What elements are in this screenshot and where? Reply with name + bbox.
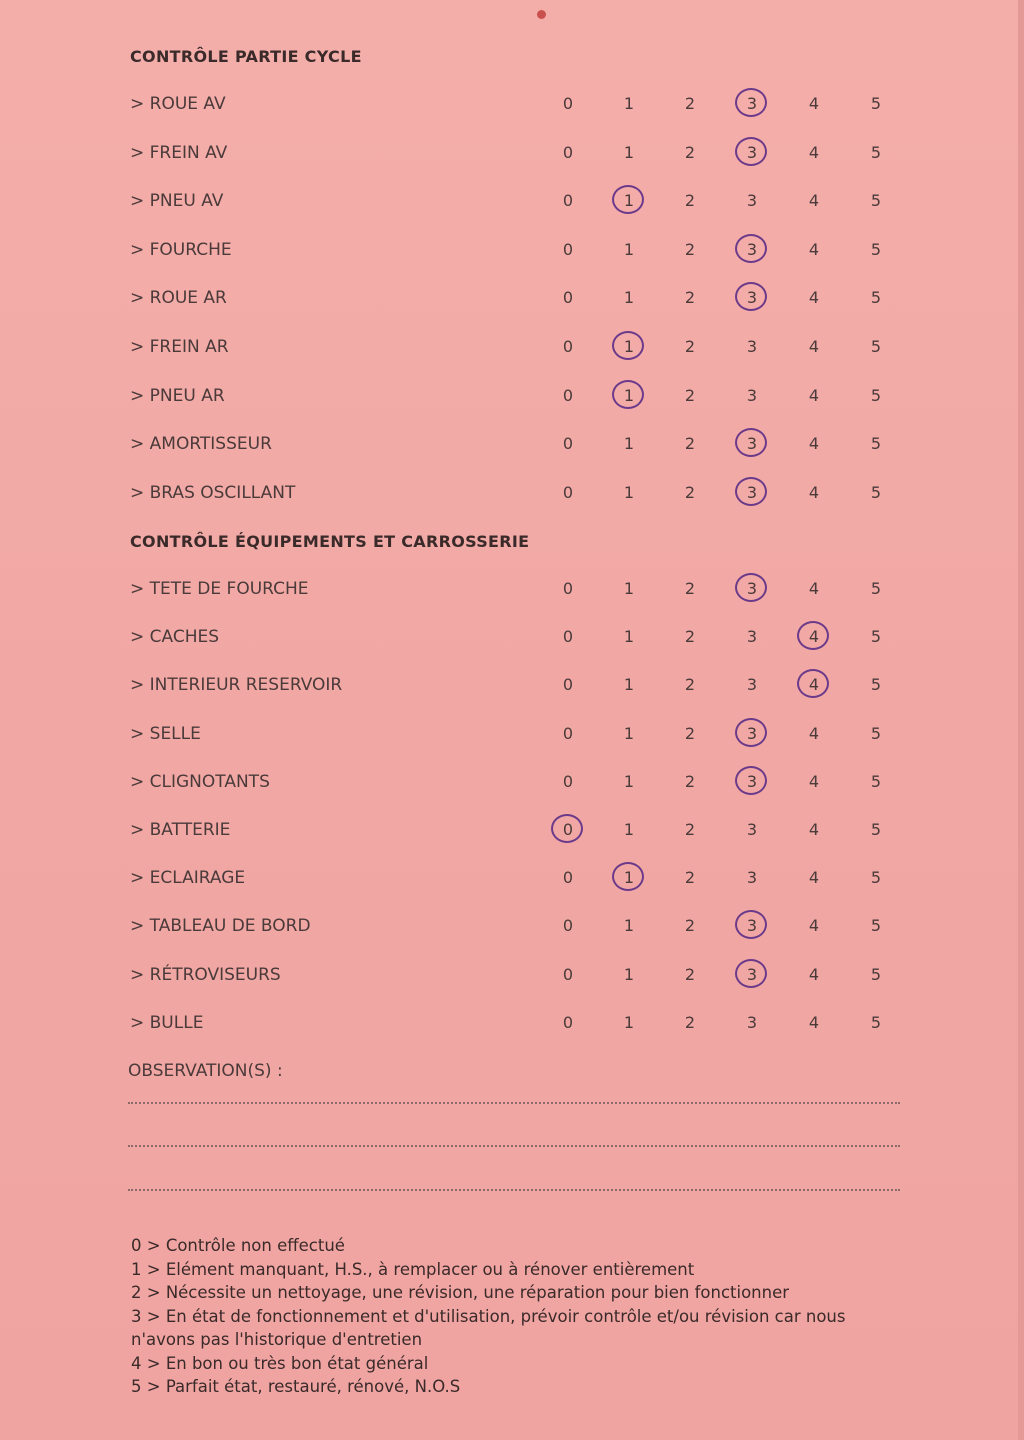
score-option[interactable]: 5 bbox=[870, 142, 882, 162]
score-option[interactable]: 5 bbox=[870, 239, 882, 259]
score-option[interactable]: 5 bbox=[870, 1012, 882, 1032]
score-option-selected[interactable]: 1 bbox=[614, 386, 644, 405]
score-option[interactable]: 1 bbox=[623, 771, 635, 791]
score-option[interactable]: 3 bbox=[746, 627, 758, 647]
score-option[interactable]: 2 bbox=[684, 868, 696, 888]
score-option[interactable]: 1 bbox=[623, 239, 635, 259]
rating-row-label: > CLIGNOTANTS bbox=[130, 771, 270, 792]
score-option-selected[interactable]: 0 bbox=[553, 820, 583, 839]
paper-edge bbox=[1018, 0, 1024, 1440]
score-option[interactable]: 2 bbox=[684, 964, 696, 984]
legend-line: n'avons pas l'historique d'entretien bbox=[131, 1330, 423, 1349]
rating-row-label: > FOURCHE bbox=[130, 239, 232, 260]
score-option-selected[interactable]: 3 bbox=[737, 483, 767, 502]
score-option[interactable]: 5 bbox=[870, 820, 882, 839]
rating-row-label: > ROUE AV bbox=[130, 94, 226, 114]
legend-line: 1 > Elément manquant, H.S., à remplacer ou à rénover entièrement bbox=[131, 1259, 695, 1279]
score-option[interactable]: 2 bbox=[684, 288, 696, 308]
score-option[interactable]: 0 bbox=[562, 579, 574, 598]
legend-line: 3 > En état de fonctionnement et d'utilisation, prévoir contrôle et/ou révision car nous bbox=[131, 1306, 846, 1326]
score-option[interactable]: 4 bbox=[808, 239, 820, 259]
rating-row-label: > TETE DE FOURCHE bbox=[130, 579, 309, 599]
observation-line-3[interactable] bbox=[128, 1189, 900, 1191]
score-option[interactable]: 0 bbox=[562, 142, 574, 162]
section-title-cycle: CONTRÔLE PARTIE CYCLE bbox=[130, 47, 362, 66]
score-option[interactable]: 5 bbox=[870, 771, 882, 791]
rating-row-label: > SELLE bbox=[130, 723, 201, 744]
score-option[interactable]: 4 bbox=[808, 964, 820, 984]
score-option[interactable]: 1 bbox=[623, 964, 635, 984]
score-option[interactable]: 3 bbox=[746, 385, 758, 405]
rating-row bbox=[130, 240, 900, 266]
score-option[interactable]: 0 bbox=[562, 964, 574, 984]
score-option[interactable]: 0 bbox=[562, 337, 574, 356]
score-option[interactable]: 0 bbox=[562, 1012, 574, 1032]
rating-row bbox=[130, 724, 900, 750]
observation-line-2[interactable] bbox=[128, 1145, 900, 1147]
score-option[interactable]: 5 bbox=[870, 579, 882, 598]
score-option[interactable]: 0 bbox=[562, 288, 574, 308]
score-option[interactable]: 2 bbox=[684, 142, 696, 162]
score-option-selected[interactable]: 3 bbox=[737, 288, 767, 307]
observations-label: OBSERVATION(S) : bbox=[128, 1061, 283, 1081]
score-option[interactable]: 4 bbox=[808, 142, 820, 162]
score-option[interactable]: 2 bbox=[684, 579, 696, 598]
rating-row bbox=[130, 772, 900, 798]
score-option[interactable]: 1 bbox=[623, 434, 635, 454]
score-option-selected[interactable]: 3 bbox=[737, 965, 767, 984]
score-option-selected[interactable]: 3 bbox=[737, 94, 767, 113]
score-option[interactable]: 2 bbox=[684, 916, 696, 936]
score-option[interactable]: 1 bbox=[623, 579, 635, 598]
rating-row-label: > TABLEAU DE BORD bbox=[130, 916, 311, 937]
score-option[interactable]: 0 bbox=[562, 239, 574, 259]
rating-row-label: > BRAS OSCILLANT bbox=[130, 482, 296, 503]
score-option[interactable]: 1 bbox=[623, 94, 635, 113]
score-option[interactable]: 4 bbox=[808, 771, 820, 791]
score-option[interactable]: 1 bbox=[623, 482, 635, 502]
rating-row bbox=[130, 820, 900, 846]
score-option[interactable]: 5 bbox=[870, 964, 882, 984]
score-option[interactable]: 4 bbox=[808, 916, 820, 936]
score-option[interactable]: 4 bbox=[808, 191, 820, 211]
score-option-selected[interactable]: 3 bbox=[737, 724, 767, 743]
score-option[interactable]: 0 bbox=[562, 434, 574, 454]
score-option[interactable]: 4 bbox=[808, 385, 820, 405]
legend bbox=[131, 1234, 901, 1399]
rating-row-label: > AMORTISSEUR bbox=[130, 434, 272, 455]
score-option[interactable]: 4 bbox=[808, 820, 820, 839]
score-option[interactable]: 5 bbox=[870, 191, 882, 211]
score-option[interactable]: 2 bbox=[684, 239, 696, 259]
score-option[interactable]: 1 bbox=[623, 723, 635, 743]
score-option[interactable]: 4 bbox=[808, 579, 820, 598]
legend-line: 4 > En bon ou très bon état général bbox=[131, 1353, 429, 1373]
score-option-selected[interactable]: 3 bbox=[737, 916, 767, 935]
score-option[interactable]: 5 bbox=[870, 723, 882, 743]
rating-row bbox=[130, 916, 900, 942]
score-option[interactable]: 1 bbox=[623, 675, 635, 695]
score-option[interactable]: 5 bbox=[870, 482, 882, 502]
score-option[interactable]: 2 bbox=[684, 820, 696, 839]
rating-row bbox=[130, 288, 900, 314]
score-option[interactable]: 3 bbox=[746, 675, 758, 695]
score-option[interactable]: 3 bbox=[746, 820, 758, 839]
score-option[interactable]: 5 bbox=[870, 434, 882, 454]
rating-row bbox=[130, 579, 900, 605]
rating-row bbox=[130, 483, 900, 509]
legend-line: 0 > Contrôle non effectué bbox=[131, 1236, 345, 1255]
rating-row-label: > BATTERIE bbox=[130, 820, 231, 840]
score-option-selected[interactable]: 3 bbox=[737, 143, 767, 162]
score-option[interactable]: 3 bbox=[746, 337, 758, 356]
score-option-selected[interactable]: 1 bbox=[614, 868, 644, 887]
legend-line: 2 > Nécessite un nettoyage, une révision, une réparation pour bien fonctionner bbox=[131, 1283, 790, 1302]
rating-row-label: > RÉTROVISEURS bbox=[130, 964, 281, 985]
rating-row bbox=[130, 386, 900, 412]
score-option-selected[interactable]: 3 bbox=[737, 579, 767, 598]
score-option[interactable]: 4 bbox=[808, 482, 820, 502]
score-option[interactable]: 4 bbox=[808, 94, 820, 113]
rating-row-label: > ROUE AR bbox=[130, 288, 227, 309]
score-option[interactable]: 5 bbox=[870, 94, 882, 113]
score-option[interactable]: 5 bbox=[870, 385, 882, 405]
rating-row-label: > PNEU AV bbox=[130, 191, 224, 212]
score-option-selected[interactable]: 3 bbox=[737, 240, 767, 259]
rating-row-label: > PNEU AR bbox=[130, 385, 225, 406]
score-option[interactable]: 0 bbox=[562, 868, 574, 888]
score-option[interactable]: 4 bbox=[808, 868, 820, 888]
rating-row bbox=[130, 337, 900, 363]
score-option[interactable]: 1 bbox=[623, 627, 635, 647]
score-option[interactable]: 0 bbox=[562, 675, 574, 695]
rating-row-label: > FREIN AV bbox=[130, 142, 228, 163]
score-option[interactable]: 5 bbox=[870, 288, 882, 308]
score-option[interactable]: 4 bbox=[808, 337, 820, 356]
ink-dot bbox=[537, 10, 546, 19]
score-option[interactable]: 2 bbox=[684, 94, 696, 113]
score-option[interactable]: 5 bbox=[870, 627, 882, 647]
score-option[interactable]: 0 bbox=[562, 191, 574, 211]
section-title-equipment: CONTRÔLE ÉQUIPEMENTS ET CARROSSERIE bbox=[130, 532, 530, 551]
score-option[interactable]: 5 bbox=[870, 868, 882, 888]
score-option[interactable]: 3 bbox=[746, 1012, 758, 1032]
score-option[interactable]: 5 bbox=[870, 337, 882, 356]
legend-line: 5 > Parfait état, restauré, rénové, N.O.S bbox=[131, 1377, 461, 1396]
rating-row bbox=[130, 627, 900, 653]
rating-row bbox=[130, 434, 900, 460]
rating-row bbox=[130, 94, 900, 120]
score-option[interactable]: 3 bbox=[746, 868, 758, 888]
rating-row bbox=[130, 868, 900, 894]
score-option[interactable]: 2 bbox=[684, 675, 696, 695]
rating-row-label: > FREIN AR bbox=[130, 337, 229, 357]
score-option[interactable]: 2 bbox=[684, 771, 696, 791]
score-option[interactable]: 2 bbox=[684, 723, 696, 743]
score-option-selected[interactable]: 4 bbox=[799, 675, 829, 694]
score-option[interactable]: 1 bbox=[623, 142, 635, 162]
rating-row bbox=[130, 1013, 900, 1039]
rating-row-label: > BULLE bbox=[130, 1012, 204, 1033]
score-option[interactable]: 1 bbox=[623, 288, 635, 308]
score-option[interactable]: 0 bbox=[562, 94, 574, 113]
score-option[interactable]: 0 bbox=[562, 627, 574, 647]
score-option[interactable]: 1 bbox=[623, 916, 635, 936]
rating-row-label: > ECLAIRAGE bbox=[130, 868, 246, 889]
observation-line-1[interactable] bbox=[128, 1102, 900, 1104]
score-option[interactable]: 2 bbox=[684, 434, 696, 454]
rating-row bbox=[130, 675, 900, 701]
score-option-selected[interactable]: 1 bbox=[614, 337, 644, 356]
score-option[interactable]: 4 bbox=[808, 434, 820, 454]
score-option[interactable]: 2 bbox=[684, 337, 696, 356]
score-option-selected[interactable]: 1 bbox=[614, 191, 644, 210]
score-option-selected[interactable]: 3 bbox=[737, 434, 767, 453]
rating-row bbox=[130, 143, 900, 169]
score-option[interactable]: 0 bbox=[562, 723, 574, 743]
rating-row bbox=[130, 965, 900, 991]
score-option[interactable]: 0 bbox=[562, 916, 574, 936]
score-option[interactable]: 0 bbox=[562, 482, 574, 502]
score-option[interactable]: 2 bbox=[684, 1012, 696, 1032]
score-option[interactable]: 1 bbox=[623, 1012, 635, 1032]
rating-row-label: > CACHES bbox=[130, 627, 220, 648]
score-option[interactable]: 1 bbox=[623, 820, 635, 839]
score-option[interactable]: 0 bbox=[562, 771, 574, 791]
score-option-selected[interactable]: 4 bbox=[799, 627, 829, 646]
score-option[interactable]: 5 bbox=[870, 675, 882, 695]
score-option[interactable]: 4 bbox=[808, 1012, 820, 1032]
score-option[interactable]: 4 bbox=[808, 723, 820, 743]
score-option[interactable]: 4 bbox=[808, 288, 820, 308]
score-option[interactable]: 0 bbox=[562, 385, 574, 405]
score-option[interactable]: 3 bbox=[746, 191, 758, 211]
score-option[interactable]: 2 bbox=[684, 385, 696, 405]
rating-row bbox=[130, 191, 900, 217]
score-option[interactable]: 5 bbox=[870, 916, 882, 936]
score-option[interactable]: 2 bbox=[684, 191, 696, 211]
score-option[interactable]: 2 bbox=[684, 627, 696, 647]
rating-row-label: > INTERIEUR RESERVOIR bbox=[130, 675, 343, 696]
score-option-selected[interactable]: 3 bbox=[737, 772, 767, 791]
score-option[interactable]: 2 bbox=[684, 482, 696, 502]
